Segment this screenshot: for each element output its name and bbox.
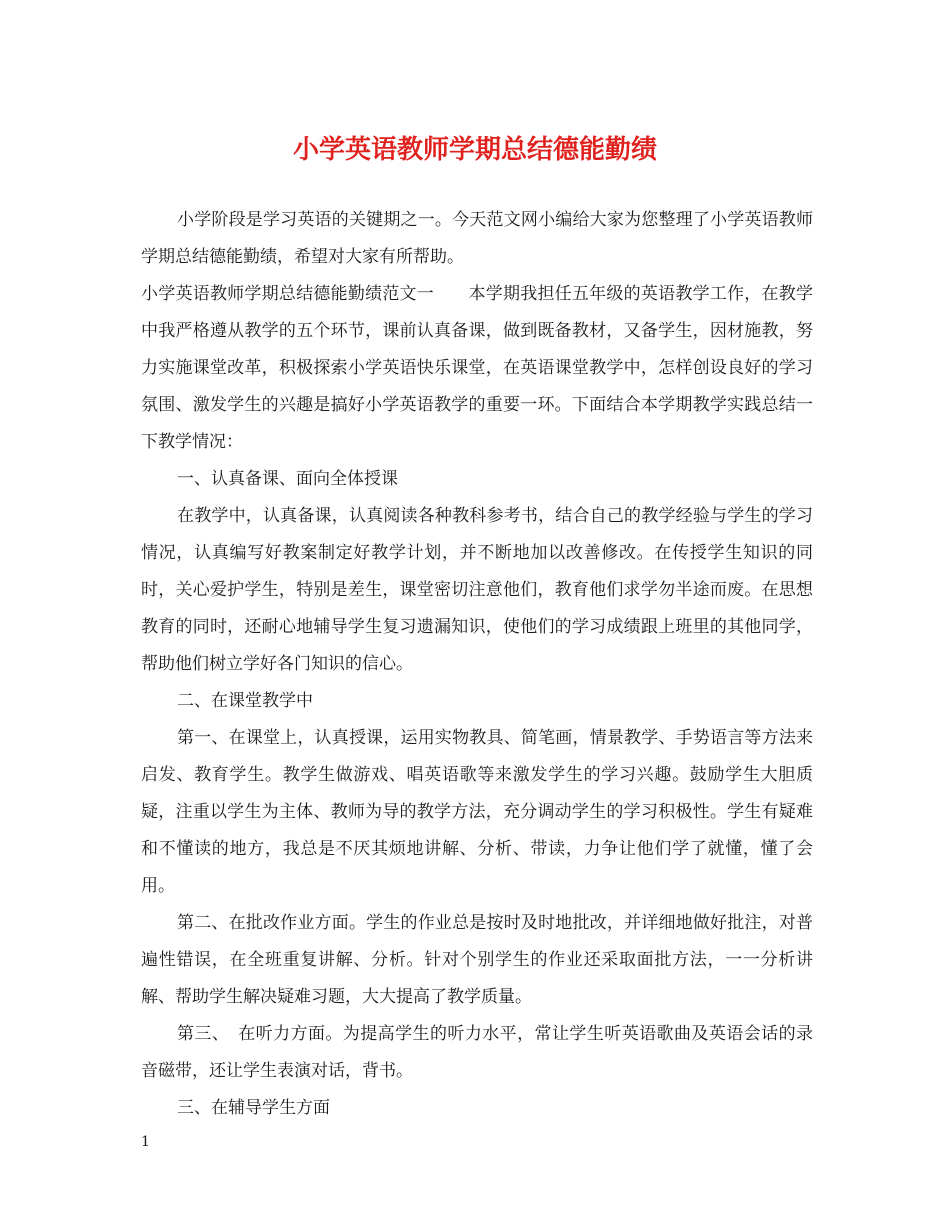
- classroom-third-paragraph: 第三、 在听力方面。为提高学生的听力水平，常让学生听英语歌曲及英语会话的录音磁带，还让学生表演对话，背书。: [141, 1024, 813, 1081]
- section-heading-classroom: 二、在课堂教学中: [177, 691, 313, 711]
- document-body: [141, 202, 813, 1127]
- classroom-first-paragraph: 第一、在课堂上，认真授课，运用实物教具、简笔画，情景教学、手势语言等方法来启发、教育学生。教学生做游戏、唱英语歌等来激发学生的学习兴趣。鼓励学生大胆质疑，注重以学生为主体、教师为导的教学方法，充分调动学生的学习积极性。学生有疑难和不懂读的地方，我总是不厌其烦地讲解、分析、带读，力争让他们学了就懂，懂了会用。: [141, 728, 813, 896]
- classroom-second-paragraph: 第二、在批改作业方面。学生的作业总是按时及时地批改，并详细地做好批注，对普遍性错误，在全班重复讲解、分析。针对个别学生的作业还采取面批方法，一一分析讲解、帮助学生解决疑难习题，大大提高了教学质量。: [141, 913, 813, 1007]
- document-title: 小学英语教师学期总结德能勤绩: [292, 135, 657, 165]
- section-heading-lesson-prep: 一、认真备课、面向全体授课: [177, 469, 398, 489]
- section-heading-tutoring: 三、在辅导学生方面: [177, 1098, 330, 1118]
- sample-one-paragraph: 小学英语教师学期总结德能勤绩范文一 本学期我担任五年级的英语教学工作，在教学中我严格遵从教学的五个环节，课前认真备课，做到既备教材，又备学生，因材施教，努力实施课堂改革，积极探索小学英语快乐课堂，在英语课堂教学中，怎样创设良好的学习氛围、激发学生的兴趣是搞好小学英语教学的重要一环。下面结合本学期教学实践总结一下教学情况：: [141, 284, 813, 452]
- intro-paragraph: 小学阶段是学习英语的关键期之一。今天范文网小编给大家为您整理了小学英语教师学期总结德能勤绩，希望对大家有所帮助。: [141, 210, 813, 267]
- page-number: 1: [141, 1134, 150, 1150]
- lesson-prep-paragraph: 在教学中，认真备课，认真阅读各种教科参考书，结合自己的教学经验与学生的学习情况，认真编写好教案制定好教学计划，并不断地加以改善修改。在传授学生知识的同时，关心爱护学生，特别是差生，课堂密切注意他们，教育他们求学勿半途而废。在思想教育的同时，还耐心地辅导学生复习遗漏知识，使他们的学习成绩跟上班里的其他同学，帮助他们树立学好各门知识的信心。: [141, 506, 813, 674]
